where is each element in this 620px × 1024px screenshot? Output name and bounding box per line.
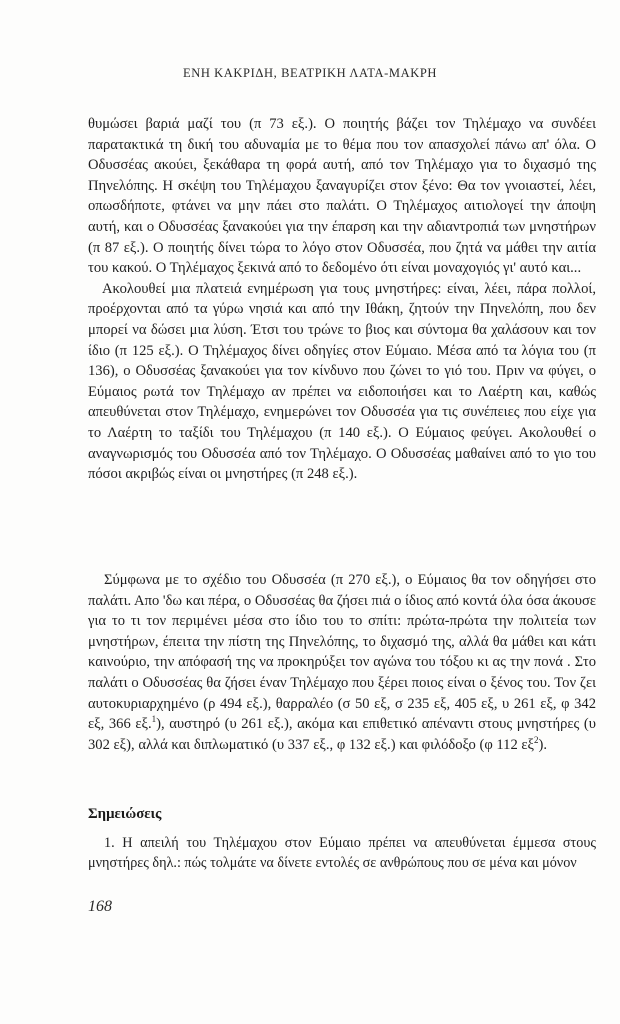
footnote-1: 1. Η απειλή του Τηλέμαχου στον Εύμαιο πρέπει να απευθύνεται έμμεσα στους μνηστήρες δηλ.: πώς τολμάτε να δίνετε εντολές σε ανθρώπους που σε μένα και μόνον bbox=[88, 835, 596, 872]
paragraph-3-part-3: ). bbox=[538, 736, 548, 753]
paragraph-3-part-1: Σύμφωνα με το σχέδιο του Οδυσσέα (π 270 εξ.), ο Εύμαιος θα τον οδηγήσει στο παλάτι. Απο 'δω και πέρα, ο Οδυσσέας θα ζήσει πιά ο ίδιος από κοντά όλα όσα άκουσε για το τι τον περιμένει μέσα στο ίδιο του το σπίτι: πρώτα-πρώτα την πολιτεία των μνηστήρων, έπειτα την πίστη της Πηνελόπης, το διχασμό της, αλλά θα μάθει και κάτι καινούριο, την απόφασή της να προκηρύξει τον αγώνα του τόξου κι ας την πονά . Στο παλάτι ο Οδυσσέας θα ζήσει έναν Τηλέμαχο που ξέρει ποιος είναι ο ξένος του. Τον ζει αυτοκυριαρχημένο (ρ 494 εξ.), θαρραλέο (σ 50 εξ, σ 235 εξ, 405 εξ, υ 261 εξ, φ 342 εξ, 366 εξ. bbox=[88, 572, 596, 733]
notes-heading: Σημειώσεις bbox=[88, 806, 162, 822]
paragraph-3-part-2: ), αυστηρό (υ 261 εξ.), ακόμα και επιθετικό απέναντι στους μνηστήρες (υ 302 εξ), αλλά και διπλωματικό (υ 337 εξ., φ 132 εξ.) και φιλόδοξο (φ 112 εξ bbox=[88, 716, 596, 753]
footnote-ref-1[interactable]: 1 bbox=[151, 714, 157, 725]
page-number: 168 bbox=[88, 898, 112, 915]
body-paragraph-1: θυμώσει βαριά μαζί του (π 73 εξ.). Ο ποιητής βάζει τον Τηλέμαχο να συνδέει παρατακτικά τη δική του αδυναμία με το θέμα που τον απασχολεί πάνω απ' όλα. Ο Οδυσσέας ακούει, ξεκάθαρα τη φορά αυτή, από τον Τηλέμαχο για το διχασμό της Πηνελόπης. Η σκέψη του Τηλέμαχου ξαναγυρίζει στον ξένο: Θα τον γνοιαστεί, λέει, οπωσδήποτε, φτάνει να μην πάει στο παλάτι. Ο Τηλέμαχος αιτιολογεί την άποψη αυτή, και ο Οδυσσέας ξανακούει για την έπαρση και την αδιαντροπιά των μνηστήρων (π 87 εξ.). Ο ποιητής δίνει τώρα το λόγο στον Οδυσσέα, που ζητά να μάθει την αιτία του κακού. Ο Τηλέμαχος ξεκινά από το δεδομένο ότι είναι μοναχογιός γι' αυτό και... bbox=[88, 116, 596, 277]
notes-section bbox=[88, 833, 596, 874]
body-paragraph-3 bbox=[88, 570, 596, 755]
body-text-top bbox=[88, 114, 596, 485]
footnote-ref-2[interactable]: 2 bbox=[534, 734, 539, 745]
body-paragraph-2: Ακολουθεί μια πλατειά ενημέρωση για τους μνηστήρες: είναι, λέει, πάρα πολλοί, προέρχονται από τα γύρω νησιά και από την Ιθάκη, ζητούν την Πηνελόπη, που δεν μπορεί να δώσει μια λύση. Έτσι του τρώνε το βιος και σύντομα θα χαλάσουν και τον ίδιο (π 125 εξ.). Ο Τηλέμαχος δίνει οδηγίες στον Εύμαιο. Μέσα από τα λόγια του (π 136), ο Οδυσσέας ξανακούει για τον κίνδυνο που ζώνει το γιό του. Πριν να φύγει, ο Εύμαιος ρωτά τον Τηλέμαχο αν πρέπει να ειδοποιήσει και το Λαέρτη και, καθώς απευθύνεται στον Τηλέμαχο, ενημερώνει τον Οδυσσέα για τις συνέπειες που είχε για το Λαέρτη το ταξίδι του Τηλέμαχου (π 140 εξ.). Ο Εύμαιος φεύγει. Ακολουθεί ο αναγνωρισμός του Οδυσσέα από τον Τηλέμαχο. Ο Οδυσσέας μαθαίνει από το γιο του πόσοι ακριβώς είναι οι μνηστήρες (π 248 εξ.). bbox=[88, 280, 596, 483]
body-text-bottom bbox=[88, 570, 596, 755]
running-head: ΕΝΗ ΚΑΚΡΙΔΗ, ΒΕΑΤΡΙΚΗ ΛΑΤΑ-ΜΑΚΡΗ bbox=[182, 66, 438, 80]
